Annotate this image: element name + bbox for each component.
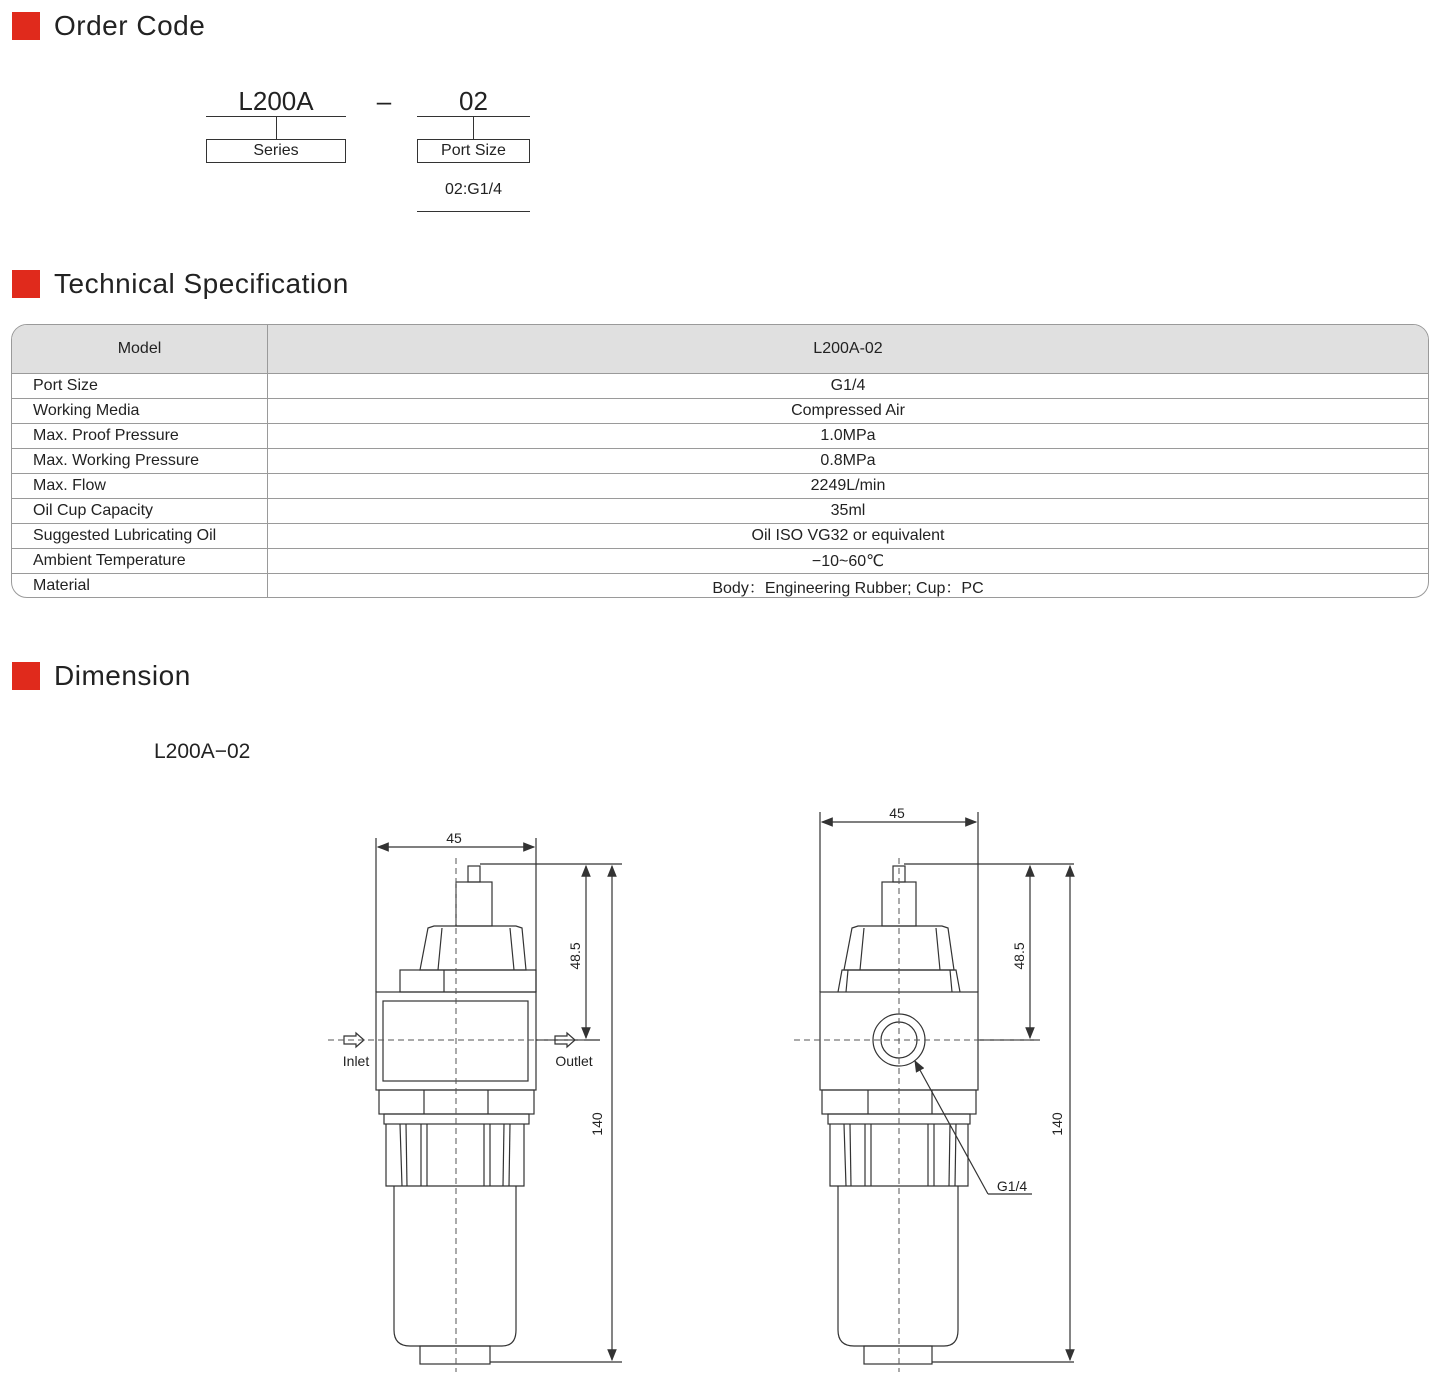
order-code-heading [12,10,205,42]
table-row [12,399,1428,424]
dimension-heading [12,660,191,692]
spec-label: Max. Working Pressure [12,449,268,474]
spec-value: −10~60℃ [268,549,1429,574]
table-row [12,474,1428,499]
table-row [12,449,1428,474]
spec-value: 35ml [268,499,1429,524]
side-total-height-label: 140 [1049,1112,1065,1136]
code-separator: – [376,86,392,116]
spec-value: Body：Engineering Rubber; Cup：PC [268,574,1429,599]
spec-value: Compressed Air [268,399,1429,424]
dimension-model: L200A−02 [154,740,251,763]
port-connector [473,116,474,139]
order-code-title: Order Code [54,10,206,41]
port-label-box: Port Size [417,139,530,163]
side-width-label: 45 [889,805,905,821]
outlet-label: Outlet [555,1053,593,1069]
port-size-label: G1/4 [996,1178,1028,1194]
spec-value: 0.8MPa [268,449,1429,474]
series-code: L200A [238,86,314,116]
tech-spec-heading [12,268,349,300]
table-row [12,499,1428,524]
front-width-label: 45 [446,830,462,846]
side-view-centerlines [794,858,1040,1372]
spec-label: Ambient Temperature [12,549,268,574]
spec-header-label: Model [12,325,268,374]
tech-spec-title: Technical Specification [54,268,349,299]
spec-value: 1.0MPa [268,424,1429,449]
section-marker [12,270,40,298]
side-upper-height-label: 48.5 [1011,942,1027,970]
spec-label: Material [12,574,268,599]
port-option: 02:G1/4 [445,181,502,198]
spec-header-value: L200A-02 [268,325,1429,374]
spec-label: Port Size [12,374,268,399]
table-row [12,549,1428,574]
front-upper-height-label: 48.5 [567,942,583,970]
spec-header-row [12,325,1428,374]
inlet-label: Inlet [342,1053,370,1069]
spec-value: Oil ISO VG32 or equivalent [268,524,1429,549]
spec-label: Oil Cup Capacity [12,499,268,524]
dimension-title: Dimension [54,660,191,691]
front-total-height-label: 140 [589,1112,605,1136]
front-view-drawing [344,838,622,1364]
table-row [12,574,1428,599]
series-connector [276,116,277,139]
section-marker [12,662,40,690]
spec-label: Working Media [12,399,268,424]
side-view-drawing [820,812,1074,1364]
spec-label: Suggested Lubricating Oil [12,524,268,549]
series-label-box: Series [206,139,346,163]
table-row [12,424,1428,449]
port-code: 02 [459,86,488,116]
port-option-underline [417,211,530,212]
spec-table [11,324,1429,598]
spec-value: G1/4 [830,377,866,394]
spec-value: 2249L/min [268,474,1429,499]
front-view-centerlines [328,858,584,1372]
spec-label: Max. Proof Pressure [12,424,268,449]
table-row [12,374,1428,399]
section-marker [12,12,40,40]
spec-label: Max. Flow [12,474,268,499]
table-row [12,524,1428,549]
